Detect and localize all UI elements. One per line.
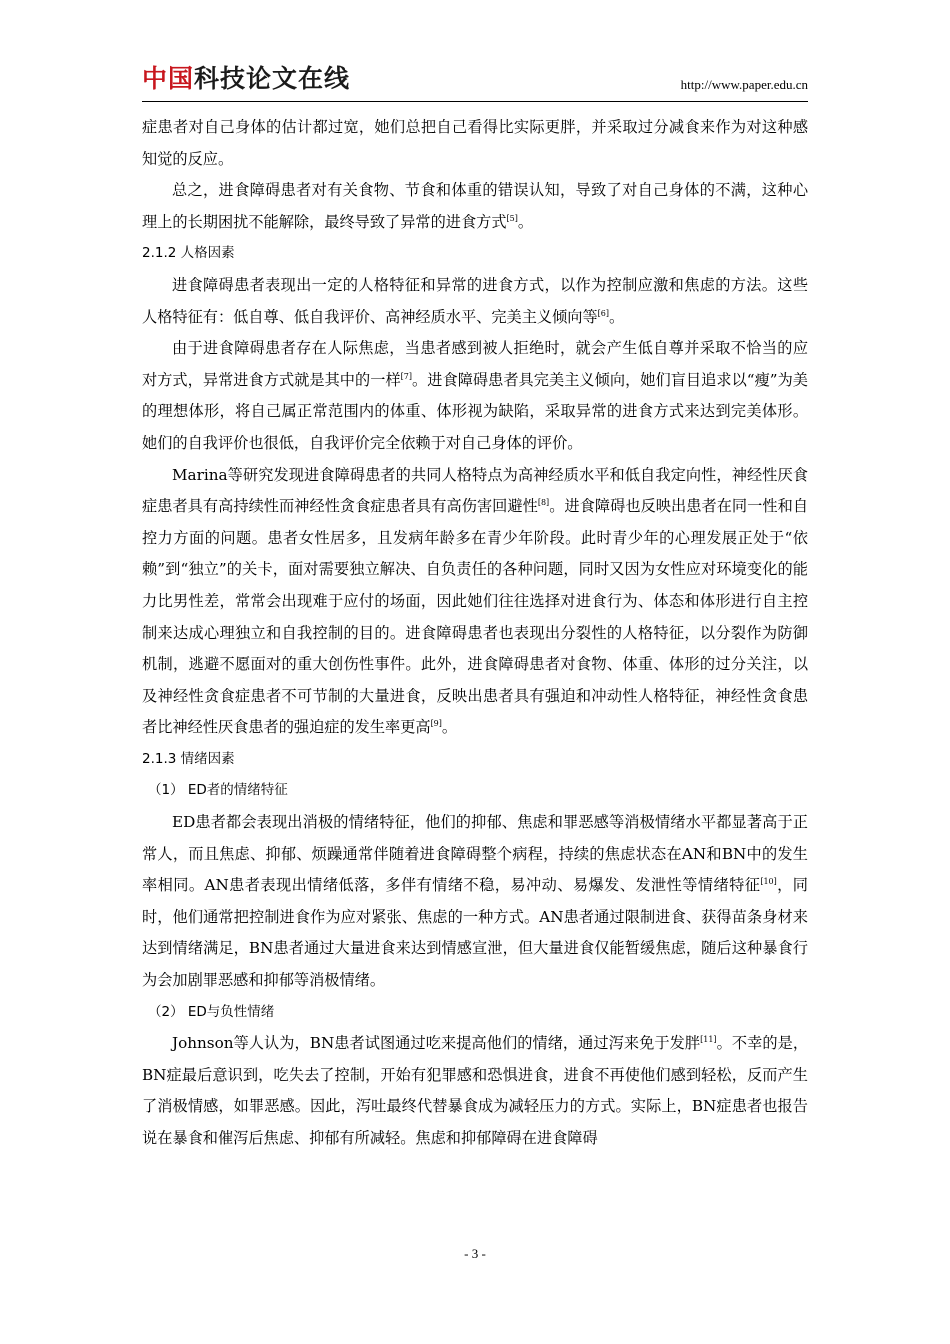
citation: [5] [506, 213, 518, 223]
paragraph [142, 333, 808, 459]
paragraph-text: 。进食障碍也反映出患者在同一性和自控力方面的问题。患者女性居多，且发病年龄多在青少年阶段。此时青少年的心理发展正处于“依赖”到“独立”的关卡，面对需要独立解决、自负责任的各种问题，同时又因为女性应对环境变化的能力比男性差，常常会出现难于应付的场面，因此她们往往选择对进食行为、体态和体形进行自主控制来达成心理独立和自我控制的目的。进食障碍患者也表现出分裂性的人格特征，以分裂作为防御机制，逃避不愿面对的重大创伤性事件。此外，进食障碍患者对食物、体重、体形的过分关注，以及神经性贪食症患者不可节制的大量进食，反映出患者具有强迫和冲动性人格特征，神经性贪食患者比神经性厌食患者的强迫症的发生率更高 [142, 497, 809, 737]
paragraph-continued [142, 112, 808, 175]
paragraph-text: ED患者都会表现出消极的情绪特征，他们的抑郁、焦虑和罪恶感等消极情绪水平都显著高于正常人，而且焦虑、抑郁、烦躁通常伴随着进食障碍整个病程，持续的焦虑状态在AN和BN中的发生率相同。AN患者表现出情绪低落，多伴有情绪不稳，易冲动、易爆发、发泄性等情绪特征 [142, 813, 808, 895]
section-heading-2-1-3: 2.1.3 情绪因素 [142, 750, 235, 767]
punctuation: 。 [517, 212, 534, 231]
punctuation: 。 [441, 718, 458, 737]
paragraph [142, 175, 808, 238]
paragraph-text: 症患者对自己身体的估计都过宽，她们总把自己看得比实际更胖，并采取过分减食来作为对这种感知觉的反应。 [142, 118, 808, 168]
header-url: http://www.paper.edu.cn [680, 77, 808, 92]
logo-text-red: 中国 [142, 64, 195, 93]
citation: [10] [760, 877, 777, 887]
page-header [142, 64, 808, 104]
citation: [9] [430, 719, 442, 729]
header-rule [142, 101, 808, 102]
paragraph-text: 总之，进食障碍患者对有关食物、节食和体重的错误认知，导致了对自己身体的不满，这种心理上的长期困扰不能解除，最终导致了异常的进食方式 [142, 181, 808, 231]
paragraph-text: ，同时，他们通常把控制进食作为应对紧张、焦虑的一种方式。AN患者通过限制进食、获得苗条身材来达到情绪满足，BN患者通过大量进食来达到情感宣泄，但大量进食仅能暂缓焦虑，随后这种暴食行为会加剧罪恶感和抑郁等消极情绪。 [142, 876, 808, 990]
journal-logo [142, 64, 350, 94]
punctuation: 。 [608, 307, 625, 326]
citation: [11] [700, 1035, 717, 1045]
citation: [6] [597, 308, 609, 318]
paragraph-text: 进食障碍患者表现出一定的人格特征和异常的进食方式，以作为控制应激和焦虑的方法。这些人格特征有：低自尊、低自我评价、高神经质水平、完美主义倾向等 [142, 275, 808, 326]
paragraph-text: Marina等研究发现进食障碍患者的共同人格特点为高神经质水平和低自我定向性，神经性厌食症患者具有高持续性而神经性贪食症患者具有高伤害回避性 [142, 465, 808, 516]
paragraph [142, 1028, 808, 1154]
citation: [7] [400, 371, 413, 381]
page-body [142, 112, 808, 1155]
paragraph-text: 。进食障碍患者具完美主义倾向，她们盲目追求以“瘦”为美的理想体形，将自己属正常范围内的体重、体形视为缺陷，采取异常的进食方式来达到完美体形。她们的自我评价也很低，自我评价完全依赖于对自己身体的评价。 [142, 370, 808, 452]
section-heading-2-1-2: 2.1.2 人格因素 [142, 245, 235, 262]
citation: [8] [537, 498, 550, 508]
paragraph [142, 460, 808, 744]
paragraph-text: Johnson等人认为，BN患者试图通过吃来提高他们的情绪，通过泻来免于发胖 [172, 1034, 701, 1053]
subheading-2: （2） ED与负性情绪 [148, 1003, 275, 1020]
subheading-1: （1） ED者的情绪特征 [148, 782, 288, 799]
page-number: - 3 - [464, 1246, 486, 1261]
logo-text-dark: 科技论文在线 [194, 64, 351, 93]
paragraph [142, 807, 808, 997]
paragraph-text: 。不幸的是，BN症最后意识到，吃失去了控制，开始有犯罪感和恐惧进食，进食不再使他们感到轻松，反而产生了消极情感，如罪恶感。因此，泻吐最终代替暴食成为减轻压力的方式。实际上，BN症患者也报告说在暴食和催泻后焦虑、抑郁有所减轻。焦虑和抑郁障碍在进食障碍 [142, 1034, 809, 1147]
paragraph-text: 由于进食障碍患者存在人际焦虑，当患者感到被人拒绝时，就会产生低自尊并采取不恰当的应对方式，异常进食方式就是其中的一样 [142, 339, 808, 389]
paragraph [142, 270, 808, 333]
